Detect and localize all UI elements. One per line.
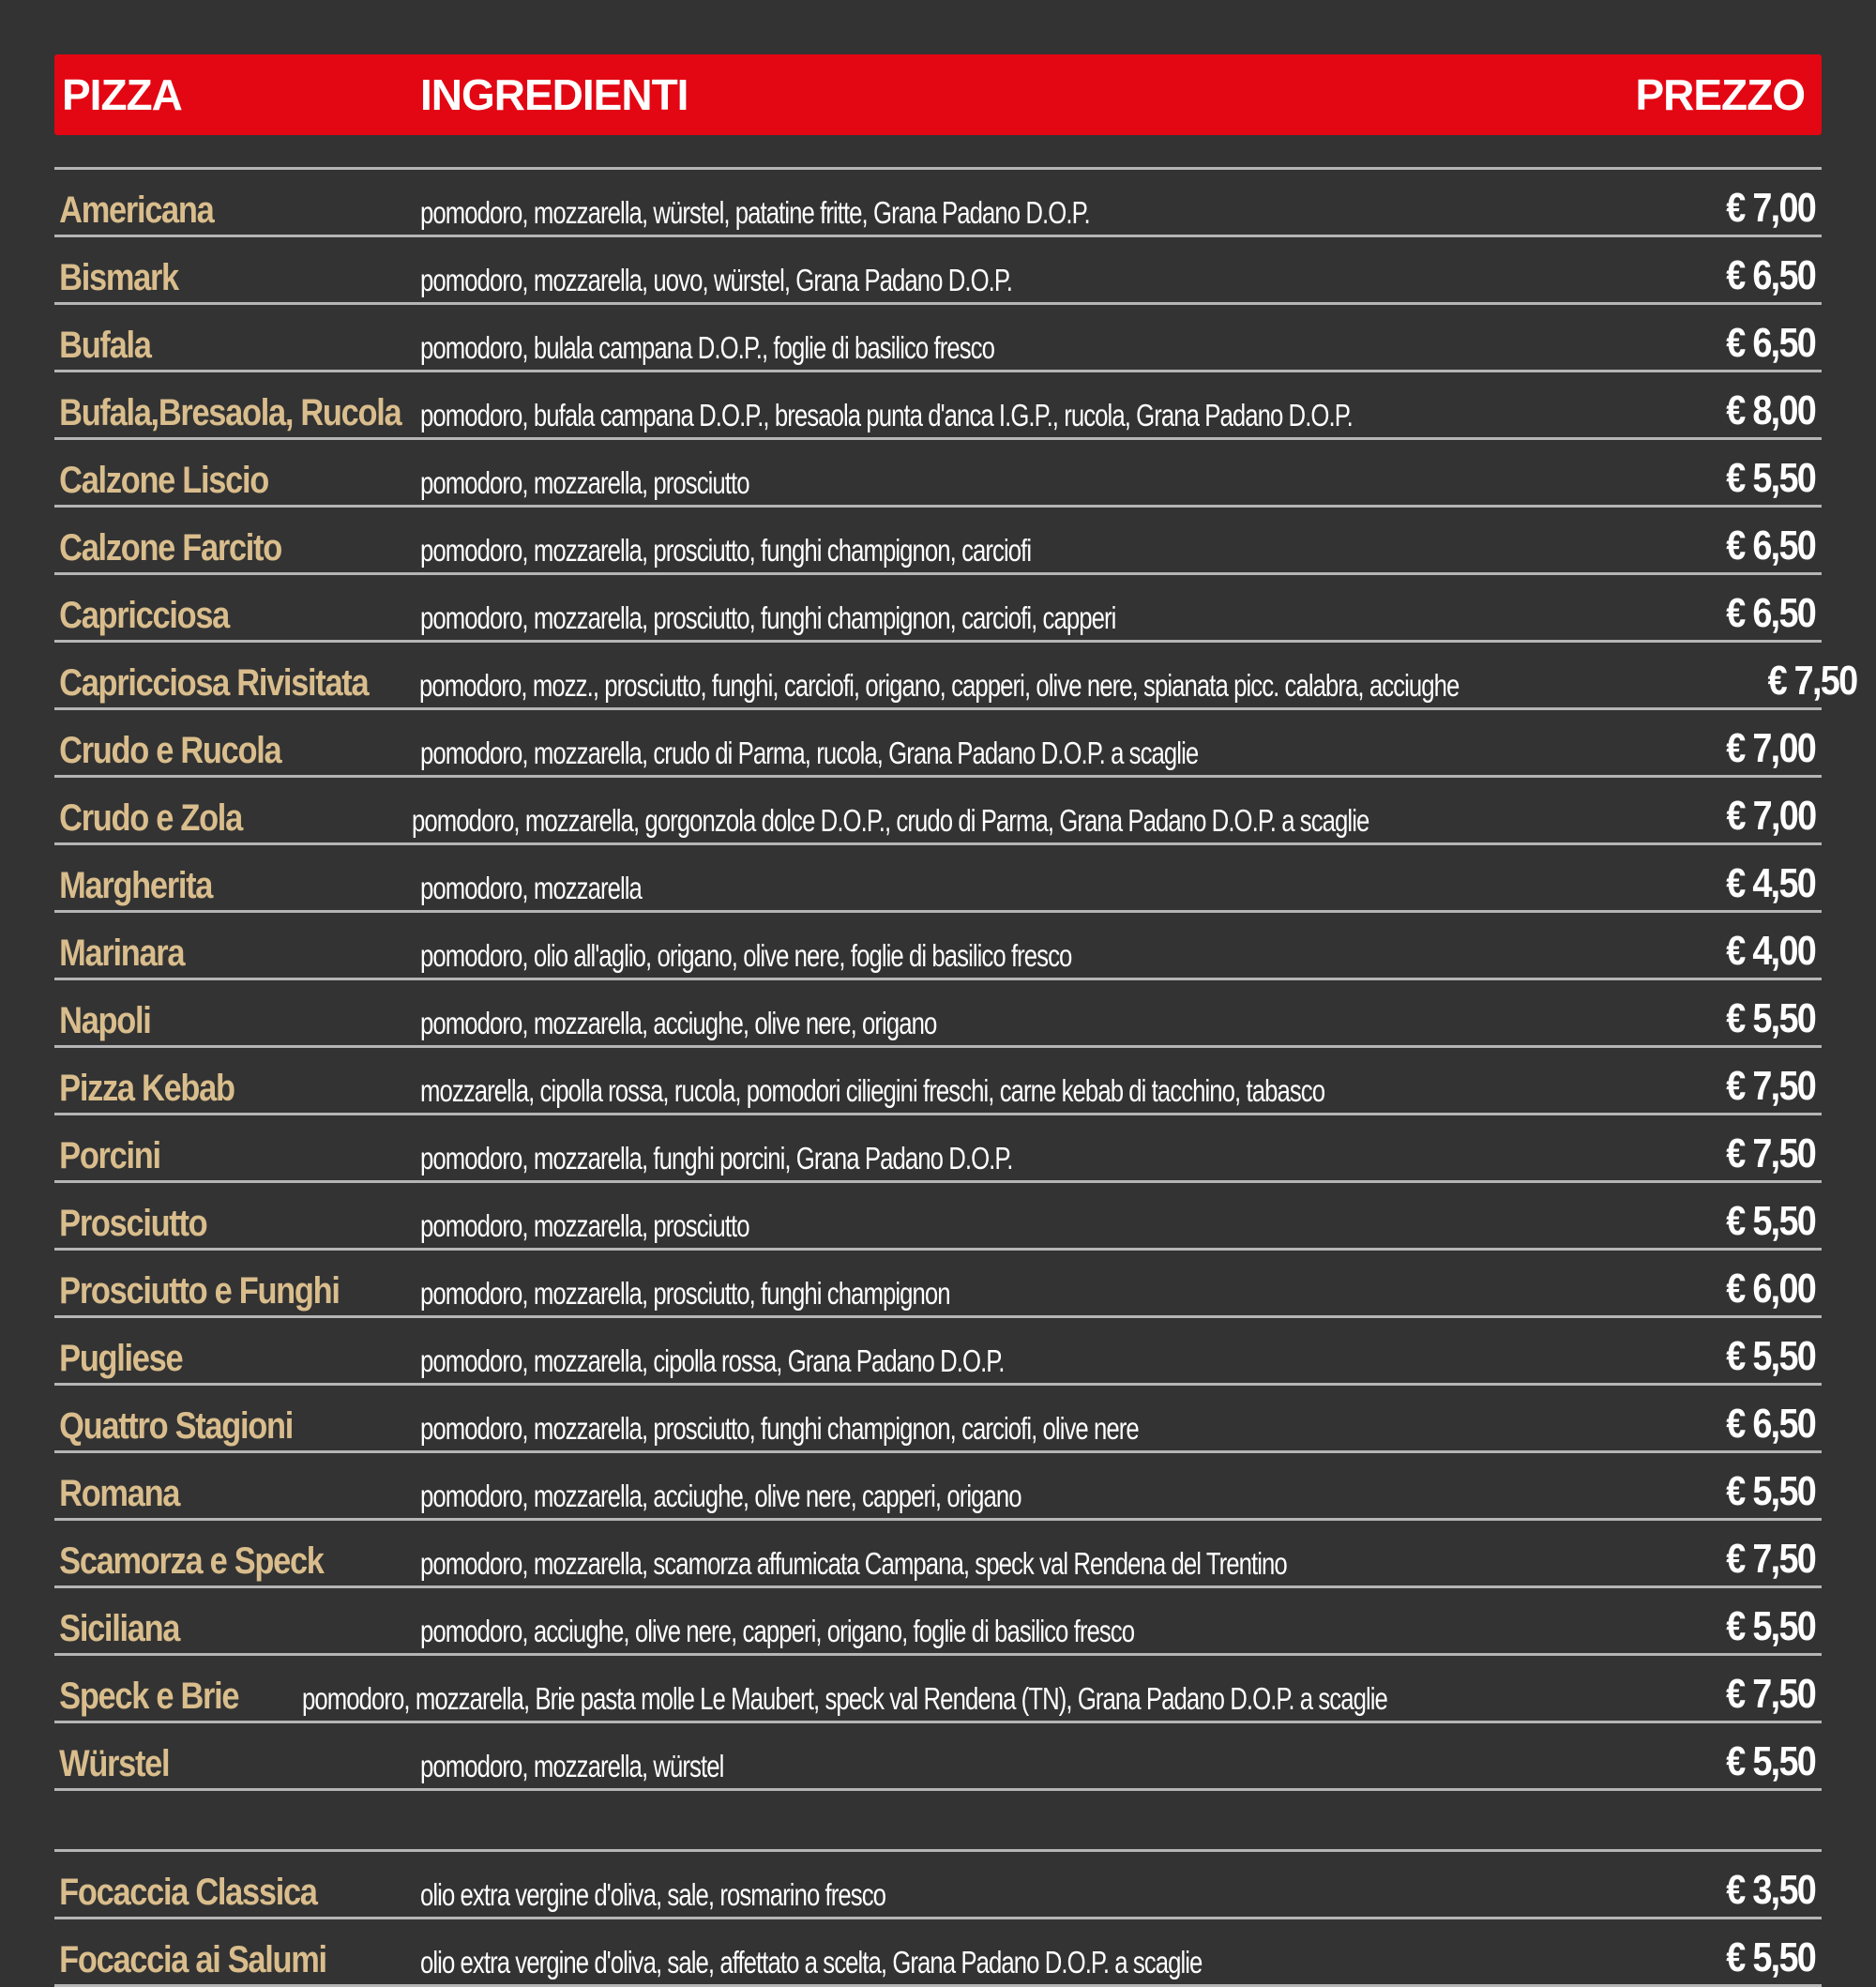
menu-item-row	[54, 170, 1822, 237]
item-ingredients: pomodoro, mozzarella, cipolla rossa, Grana Padano D.O.P.	[420, 1343, 1005, 1378]
menu-item-row	[54, 1183, 1822, 1251]
menu-item-row	[54, 1251, 1822, 1318]
item-price: € 8,00	[1726, 387, 1816, 433]
item-ingredients: pomodoro, mozzarella	[420, 871, 642, 905]
menu-item-row	[54, 913, 1822, 980]
item-name: Calzone Farcito	[59, 527, 281, 569]
item-name: Marinara	[59, 933, 185, 974]
item-price: € 7,00	[1726, 793, 1816, 839]
item-ingredients: pomodoro, mozzarella, uovo, würstel, Grana Padano D.O.P.	[420, 263, 1013, 297]
item-ingredients: pomodoro, mozzarella, prosciutto	[420, 1208, 749, 1243]
item-ingredients: pomodoro, mozzarella, gorgonzola dolce D.O.P., crudo di Parma, Grana Padano D.O.P. a scaglie	[411, 803, 1369, 838]
item-ingredients: pomodoro, mozzarella, acciughe, olive nere, origano	[420, 1006, 937, 1040]
item-ingredients: pomodoro, mozzarella, prosciutto, funghi champignon, carciofi	[420, 533, 1032, 568]
menu-item-row	[54, 710, 1822, 778]
item-ingredients: pomodoro, mozzarella, würstel, patatine fritte, Grana Padano D.O.P.	[420, 195, 1090, 230]
section-spacer	[54, 1791, 1822, 1852]
menu-item-row	[54, 372, 1822, 440]
menu-item-row	[54, 1115, 1822, 1183]
item-price: € 7,50	[1767, 658, 1857, 704]
item-ingredients: pomodoro, mozzarella, prosciutto, funghi champignon, carciofi, capperi	[420, 600, 1116, 635]
item-name: Siciliana	[59, 1608, 180, 1649]
item-name: Capricciosa Rivisitata	[59, 662, 369, 704]
item-name: Prosciutto	[59, 1203, 207, 1244]
menu-header	[54, 54, 1822, 135]
menu-item-row	[54, 575, 1822, 643]
item-ingredients: olio extra vergine d'oliva, sale, rosmarino fresco	[420, 1877, 886, 1912]
menu-item-row	[54, 440, 1822, 508]
item-ingredients: pomodoro, bulala campana D.O.P., foglie di basilico fresco	[420, 330, 994, 365]
item-price: € 4,00	[1726, 928, 1816, 974]
item-price: € 7,00	[1726, 185, 1816, 231]
item-price: € 6,50	[1726, 252, 1816, 298]
focaccia-list	[54, 1852, 1822, 1987]
item-name: Margherita	[59, 865, 213, 906]
pizza-list	[54, 170, 1857, 1791]
item-name: Calzone Liscio	[59, 460, 268, 501]
item-name: Quattro Stagioni	[59, 1405, 293, 1447]
item-price: € 5,50	[1726, 1333, 1816, 1379]
item-ingredients: pomodoro, mozzarella, würstel	[420, 1749, 724, 1783]
item-ingredients: mozzarella, cipolla rossa, rucola, pomodori ciliegini freschi, carne kebab di tacchino, tabasco	[420, 1073, 1325, 1108]
menu-board	[54, 54, 1857, 1987]
item-price: € 3,50	[1726, 1867, 1816, 1913]
item-name: Pizza Kebab	[59, 1068, 234, 1109]
item-price: € 6,50	[1726, 590, 1816, 636]
item-price: € 6,50	[1726, 1401, 1816, 1447]
item-price: € 5,50	[1726, 1934, 1816, 1980]
item-price: € 5,50	[1726, 1468, 1816, 1514]
menu-item-row	[54, 1521, 1822, 1588]
item-ingredients: pomodoro, bufala campana D.O.P., bresaola punta d'anca I.G.P., rucola, Grana Padano D.O.P.	[420, 398, 1353, 432]
item-name: Bufala	[59, 325, 151, 366]
menu-item-row	[54, 508, 1822, 575]
item-name: Crudo e Rucola	[59, 730, 281, 771]
item-ingredients: pomodoro, mozzarella, prosciutto, funghi champignon	[420, 1276, 950, 1311]
item-price: € 6,50	[1726, 320, 1816, 366]
item-ingredients: pomodoro, mozzarella, funghi porcini, Grana Padano D.O.P.	[420, 1141, 1013, 1176]
item-price: € 5,50	[1726, 455, 1816, 501]
menu-item-row	[54, 1656, 1822, 1723]
menu-item-row	[54, 1453, 1822, 1521]
item-ingredients: pomodoro, mozzarella, acciughe, olive nere, capperi, origano	[420, 1479, 1021, 1513]
item-ingredients: pomodoro, mozzarella, scamorza affumicata Campana, speck val Rendena del Trentino	[420, 1546, 1287, 1581]
item-name: Focaccia ai Salumi	[59, 1939, 326, 1980]
item-ingredients: pomodoro, acciughe, olive nere, capperi, origano, foglie di basilico fresco	[420, 1614, 1135, 1648]
item-ingredients: pomodoro, mozzarella, crudo di Parma, rucola, Grana Padano D.O.P. a scaglie	[420, 736, 1199, 770]
item-name: Scamorza e Speck	[59, 1540, 324, 1582]
item-ingredients: olio extra vergine d'oliva, sale, affettato a scelta, Grana Padano D.O.P. a scaglie	[420, 1945, 1203, 1979]
item-price: € 7,50	[1726, 1671, 1816, 1717]
item-price: € 6,00	[1726, 1266, 1816, 1312]
item-price: € 7,50	[1726, 1063, 1816, 1109]
item-price: € 7,50	[1726, 1536, 1816, 1582]
item-price: € 5,50	[1726, 1738, 1816, 1784]
menu-item-row	[54, 643, 1857, 710]
item-price: € 7,50	[1726, 1130, 1816, 1176]
item-name: Americana	[59, 190, 214, 231]
item-name: Romana	[59, 1473, 180, 1514]
header-ingredients-label: INGREDIENTI	[420, 70, 688, 119]
item-name: Speck e Brie	[59, 1676, 239, 1717]
menu-item-row	[54, 305, 1822, 372]
item-name: Capricciosa	[59, 595, 230, 636]
menu-item-row	[54, 237, 1822, 305]
item-ingredients: pomodoro, olio all'aglio, origano, olive nere, foglie di basilico fresco	[420, 938, 1072, 973]
header-price-label: PREZZO	[1635, 70, 1805, 119]
item-name: Bismark	[59, 257, 178, 298]
item-name: Napoli	[59, 1000, 151, 1041]
item-name: Crudo e Zola	[59, 797, 242, 839]
item-price: € 6,50	[1726, 523, 1816, 569]
item-name: Bufala,Bresaola, Rucola	[59, 392, 401, 433]
item-price: € 5,50	[1726, 995, 1816, 1041]
menu-item-row	[54, 1723, 1822, 1791]
menu-item-row	[54, 980, 1822, 1048]
item-ingredients: pomodoro, mozz., prosciutto, funghi, carciofi, origano, capperi, olive nere, spianata picc. calabra, acciughe	[418, 668, 1460, 703]
menu-item-row	[54, 1588, 1822, 1656]
menu-item-row	[54, 1386, 1822, 1453]
header-pizza-label: PIZZA	[62, 70, 182, 119]
item-name: Würstel	[59, 1743, 170, 1784]
item-price: € 5,50	[1726, 1198, 1816, 1244]
menu-item-row	[54, 1919, 1822, 1987]
item-ingredients: pomodoro, mozzarella, prosciutto, funghi champignon, carciofi, olive nere	[420, 1411, 1139, 1446]
item-name: Pugliese	[59, 1338, 183, 1379]
item-name: Focaccia Classica	[59, 1872, 317, 1913]
item-ingredients: pomodoro, mozzarella, prosciutto	[420, 465, 749, 500]
item-price: € 5,50	[1726, 1603, 1816, 1649]
menu-item-row	[54, 778, 1822, 845]
menu-item-row	[54, 845, 1822, 913]
menu-item-row	[54, 1318, 1822, 1386]
menu-item-row	[54, 1852, 1822, 1919]
item-price: € 7,00	[1726, 725, 1816, 771]
item-name: Porcini	[59, 1135, 160, 1176]
item-price: € 4,50	[1726, 860, 1816, 906]
menu-item-row	[54, 1048, 1822, 1115]
item-name: Prosciutto e Funghi	[59, 1270, 340, 1312]
item-ingredients: pomodoro, mozzarella, Brie pasta molle Le Maubert, speck val Rendena (TN), Grana Padano D.O.P. a scaglie	[301, 1681, 1387, 1716]
